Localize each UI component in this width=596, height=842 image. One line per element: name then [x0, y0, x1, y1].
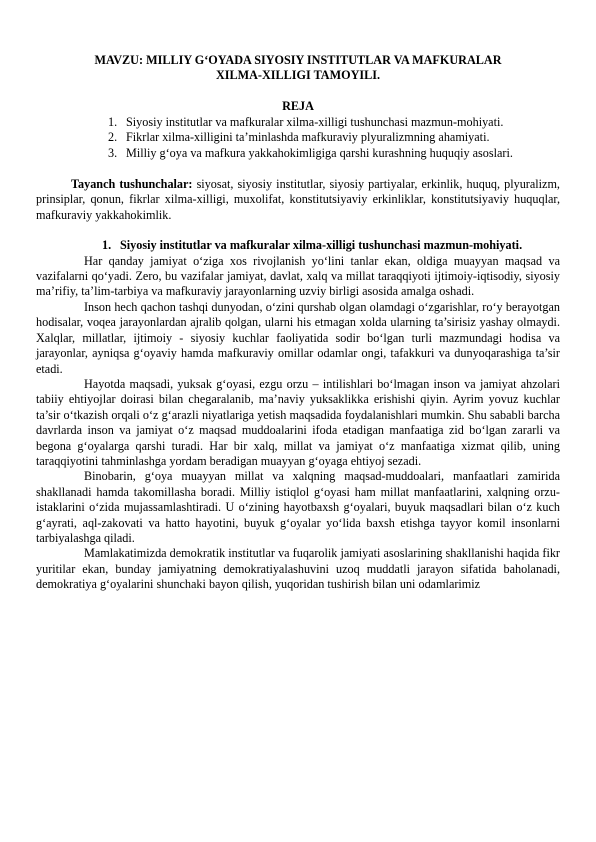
body-paragraph: Mamlakatimizda demokratik institutlar va fuqarolik jamiyati asoslarining shakllanishi haqida fikr yuritilar ekan, bunday jamiyatning demokratiyalashuvini uzoq muddatli jarayon sifatida baholanadi, demokratiya g‘oyalarini shunchaki bayon qilish, yuqoridan tushirish bilan uni odamlarimiz: [36, 546, 560, 592]
plan-item-number: 1.: [108, 114, 118, 129]
key-concepts: [36, 177, 560, 223]
section-heading: [36, 238, 560, 253]
key-concepts-text: siyosat, siyosiy institutlar, siyosiy partiyalar, erkinlik, huquq, plyuralizm, prinsiplar, qonun, fikrlar xilma-xilligi, muxolifat, konstitutsiyaviy erkinliklar, konstitutsiyaviy huquqlar, mafkuraviy yakkahokimlik.: [36, 177, 560, 222]
plan-list: [36, 115, 560, 161]
plan-item: [108, 130, 560, 145]
plan-item-text: Milliy g‘oya va mafkura yakkahokimligiga qarshi kurashning huquqiy asoslari.: [126, 145, 513, 160]
plan-item-text: Fikrlar xilma-xilligini ta’minlashda mafkuraviy plyuralizmning ahamiyati.: [126, 130, 490, 145]
title-line-1: MAVZU: MILLIY G‘OYADA SIYOSIY INSTITUTLAR VA MAFKURALAR: [94, 53, 502, 67]
plan-item-text: Siyosiy institutlar va mafkuralar xilma-xilligi tushunchasi mazmun-mohiyati.: [126, 114, 504, 129]
plan-item: [108, 114, 560, 130]
plan-item: [108, 145, 560, 161]
title-line-2: XILMA-XILLIGI TAMOYILI.: [215, 68, 381, 83]
section-heading-text: Siyosiy institutlar va mafkuralar xilma-xilligi tushunchasi mazmun-mohiyati.: [120, 238, 523, 253]
plan-item-number: 2.: [108, 130, 118, 145]
plan-item-number: 3.: [108, 145, 118, 160]
body-paragraph: Binobarin, g‘oya muayyan millat va xalqning maqsad-muddoalari, manfaatlari zamirida shakllanadi hamda takomillasha boradi. Milliy istiqlol g‘oyasi ham millat manfaatlarini, xalqning orzu-istaklarini o‘zida mujassamlashtiradi. U o‘zining hayotbaxsh g‘oyalari, buyuk maqsadlari bilan o‘z kuch g‘ayrati, aql-zakovati va hatto hayotini, buyuk g‘oyalar yo‘lida baxsh etishga tayyor komil insonlarni tarbiyalashga qiladi.: [36, 469, 560, 545]
body-paragraph: Har qanday jamiyat o‘ziga xos rivojlanish yo‘lini tanlar ekan, oldiga muayyan maqsad va vazifalarni qo‘yadi. Zero, bu vazifalar jamiyat, davlat, xalq va millat taraqqiyoti ijtimoiy-iqtisodiy, siyosiy ma’rifiy, ta’lim-tarbiya va mafkuraviy jarayonlarning uzviy birligi asosida amalga oshadi.: [36, 253, 560, 299]
body-paragraph: Inson hech qachon tashqi dunyodan, o‘zini qurshab olgan olamdagi o‘zgarishlar, ro‘y berayotgan hodisalar, voqea jarayonlardan ajralib qolgan, ularni his etmagan xolda ularning ta’sirisiz yashay olmaydi. Xalqlar, millatlar, ijtimoiy - siyosiy kuchlar faoliyatida sodir bo‘lgan turli mazmundagi hodisa va jarayonlar, ayniqsa g‘oyaviy hamda mafkuraviy omillar odamlar ongi, tafakkuri va dunyoqarashiga ta’sir etadi.: [36, 299, 560, 376]
key-concepts-label: Tayanch tushunchalar:: [71, 177, 193, 192]
document-title: [36, 53, 560, 83]
body-paragraph: Hayotda maqsadi, yuksak g‘oyasi, ezgu orzu – intilishlari bo‘lmagan inson va jamiyat ahzolari tabiiy ehtiyojlar doirasi bilan chegaralanib, ma’naviy yuksaklikka erishishi qiyin. Ayrim yovuz kuchlar ta’sir o‘tkazish orqali o‘z g‘arazli niyatlariga yetish maqsadida foydalanishlari mumkin. Shu sababli barcha davrlarda inson va jamiyat o‘z maqsad muddoalarini ifoda etadigan manfaatiga zid bo‘lgan zararli va begona g‘oyalarga qarshi turadi. Har bir xalq, millat va jamiyat o‘z manfaatiga xizmat qilib, uning taraqqiyotini tahminlashga yordam beradigan muayyan g‘oyaga ehtiyoj sezadi.: [36, 376, 560, 468]
plan-heading: REJA: [282, 99, 314, 114]
section-number: 1.: [102, 238, 112, 253]
